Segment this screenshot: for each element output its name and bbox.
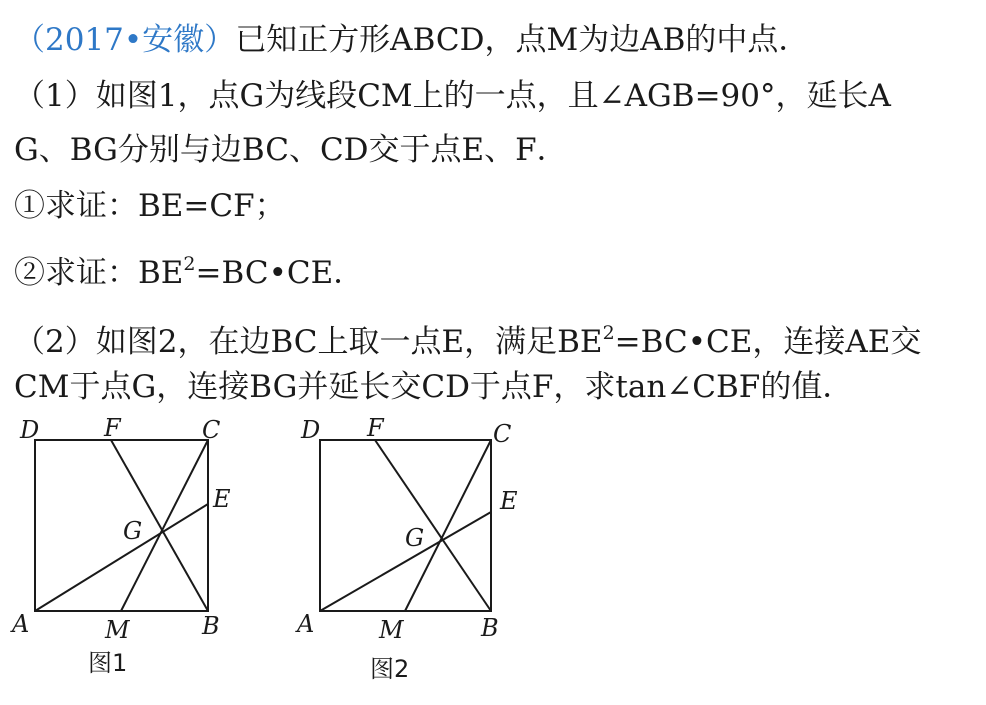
- figure-2-line-bf: [375, 440, 491, 611]
- question-1: ①求证：BE=CF；: [14, 188, 286, 224]
- figure-1-square: [35, 440, 208, 611]
- figure-1-label-d: D: [20, 416, 40, 444]
- figure-2-label-a: A: [297, 610, 315, 638]
- problem-source: （2017•安徽）: [14, 22, 236, 58]
- figure-1-label-g: G: [123, 517, 143, 545]
- part1-line1: （1）如图1，点G为线段CM上的一点，且∠AGB=90°，延长A: [14, 78, 891, 114]
- figure-2-label-d: D: [301, 416, 321, 444]
- figure-2-label-c: C: [493, 420, 512, 448]
- part2-line1-suffix: =BC•CE，连接AE交: [614, 324, 922, 360]
- part2-line1-prefix: （2）如图2，在边BC上取一点E，满足BE: [14, 324, 603, 360]
- figure-1-label-m: M: [105, 616, 130, 644]
- figure-2-label-m: M: [379, 616, 404, 644]
- figure-1-label-b: B: [202, 612, 220, 640]
- part2-exponent: 2: [602, 322, 615, 344]
- figure-1-label-a: A: [12, 610, 30, 638]
- figure-1-caption: 图1: [88, 649, 128, 677]
- question-2-prefix: ②求证：BE: [14, 255, 184, 291]
- figure-2-label-e: E: [500, 487, 518, 515]
- figure-1-label-f: F: [104, 414, 121, 442]
- figure-2-label-b: B: [481, 614, 499, 642]
- figure-2-label-g: G: [405, 524, 425, 552]
- figure-1-labels: [10, 414, 231, 677]
- figure-2-label-f: F: [367, 414, 384, 442]
- part1-line2: G、BG分别与边BC、CD交于点E、F．: [14, 132, 568, 168]
- figure-1-line-ae: [35, 504, 208, 611]
- question-2-suffix: =BC•CE．: [195, 255, 365, 291]
- figure-1: [35, 440, 208, 611]
- figure-1-label-e: E: [213, 485, 231, 513]
- problem-intro: 已知正方形ABCD，点M为边AB的中点．: [235, 22, 810, 58]
- part2-line2: CM于点G，连接BG并延长交CD于点F，求tan∠CBF的值．: [14, 369, 854, 405]
- figure-1-label-c: C: [202, 416, 221, 444]
- question-2-exponent: 2: [183, 253, 196, 275]
- figure-2-caption: 图2: [370, 655, 410, 683]
